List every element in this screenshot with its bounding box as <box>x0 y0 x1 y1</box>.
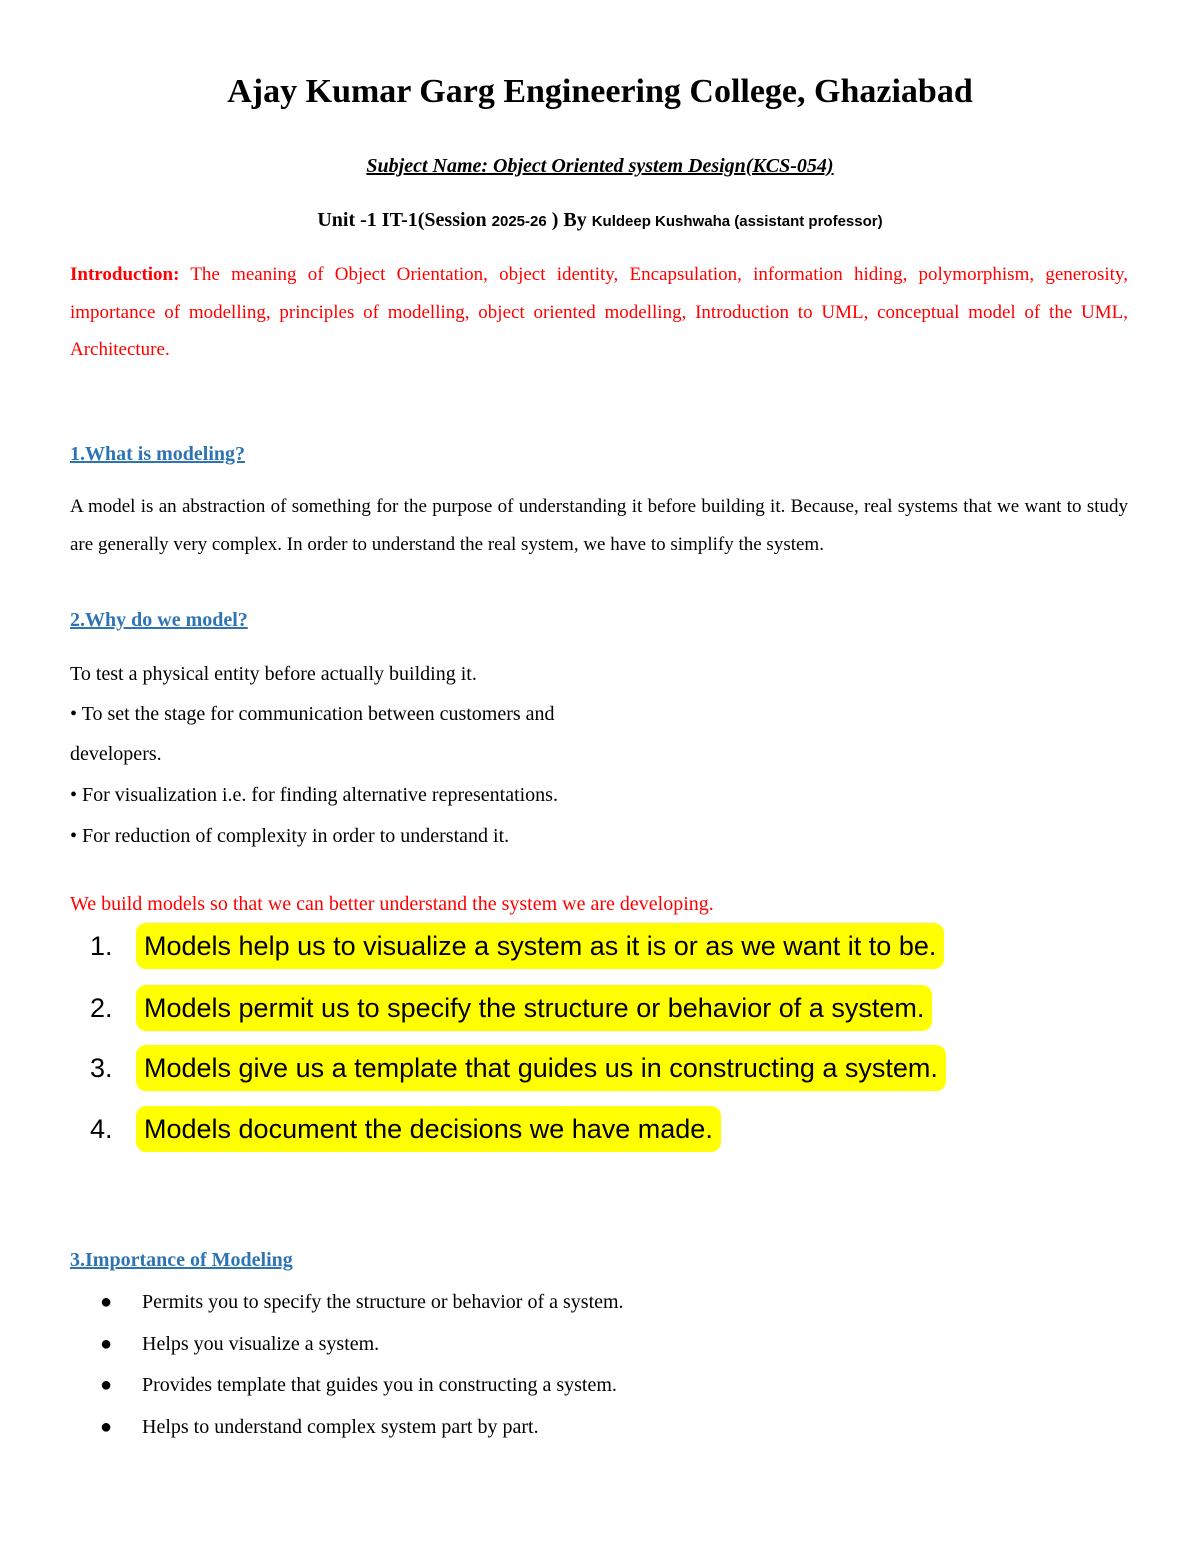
section1-heading: 1.What is modeling? <box>70 443 246 465</box>
unit-line <box>0 206 1200 236</box>
highlighted-item-text: Models help us to visualize a system as it is or as we want it to be. <box>136 923 944 969</box>
highlighted-item-number: 3. <box>90 1053 113 1083</box>
introduction-paragraph <box>70 256 1128 369</box>
unit-prefix: Unit -1 IT-1(Session <box>317 209 487 231</box>
subject-name: Subject Name: Object Oriented system Design(KCS-054) <box>366 155 834 177</box>
bullet-icon: ● <box>100 1374 113 1396</box>
author-name: Kuldeep Kushwaha (assistant professor) <box>591 213 883 230</box>
highlighted-item-text: Models document the decisions we have made. <box>136 1106 721 1152</box>
introduction-label: Introduction: <box>70 264 180 285</box>
reason-line: developers. <box>70 743 162 765</box>
highlighted-item-number: 1. <box>90 931 113 961</box>
list-item-text: Helps you visualize a system. <box>142 1333 380 1355</box>
bullet-icon: ● <box>100 1291 113 1313</box>
red-statement: We build models so that we can better understand the system we are developing. <box>70 893 714 915</box>
unit-by: ) By <box>551 209 587 231</box>
section1-paragraph: A model is an abstraction of something for the purpose of understanding it before building it. Because, real systems that we want to study are generally very complex. In order to understand the real system, we have to simplify the system. <box>70 496 1128 555</box>
highlighted-item-text: Models permit us to specify the structure or behavior of a system. <box>136 985 932 1031</box>
reason-line: • For visualization i.e. for finding alternative representations. <box>70 784 558 806</box>
section2-heading: 2.Why do we model? <box>70 609 248 631</box>
bullet-icon: ● <box>100 1416 113 1438</box>
highlighted-item-number: 2. <box>90 993 113 1023</box>
highlighted-item-number: 4. <box>90 1114 113 1144</box>
introduction-text: The meaning of Object Orientation, object identity, Encapsulation, information hiding, polymorphism, generosity, importance of modelling, principles of modelling, object oriented modelling, Introduction to UML, conceptual model of the UML, Architecture. <box>70 264 1128 360</box>
list-item-text: Helps to understand complex system part by part. <box>142 1416 539 1438</box>
reason-line: To test a physical entity before actually building it. <box>70 663 477 685</box>
reason-line: • To set the stage for communication between customers and <box>70 703 555 725</box>
list-item-text: Permits you to specify the structure or behavior of a system. <box>142 1291 624 1313</box>
list-item-text: Provides template that guides you in constructing a system. <box>142 1374 617 1396</box>
reason-line: • For reduction of complexity in order to understand it. <box>70 825 510 847</box>
bullet-icon: ● <box>100 1333 113 1355</box>
highlighted-item-text: Models give us a template that guides us in constructing a system. <box>136 1045 946 1091</box>
session-year: 2025-26 <box>491 213 547 230</box>
section3-heading: 3.Importance of Modeling <box>70 1249 293 1271</box>
college-title: Ajay Kumar Garg Engineering College, Ghaziabad <box>227 73 973 110</box>
